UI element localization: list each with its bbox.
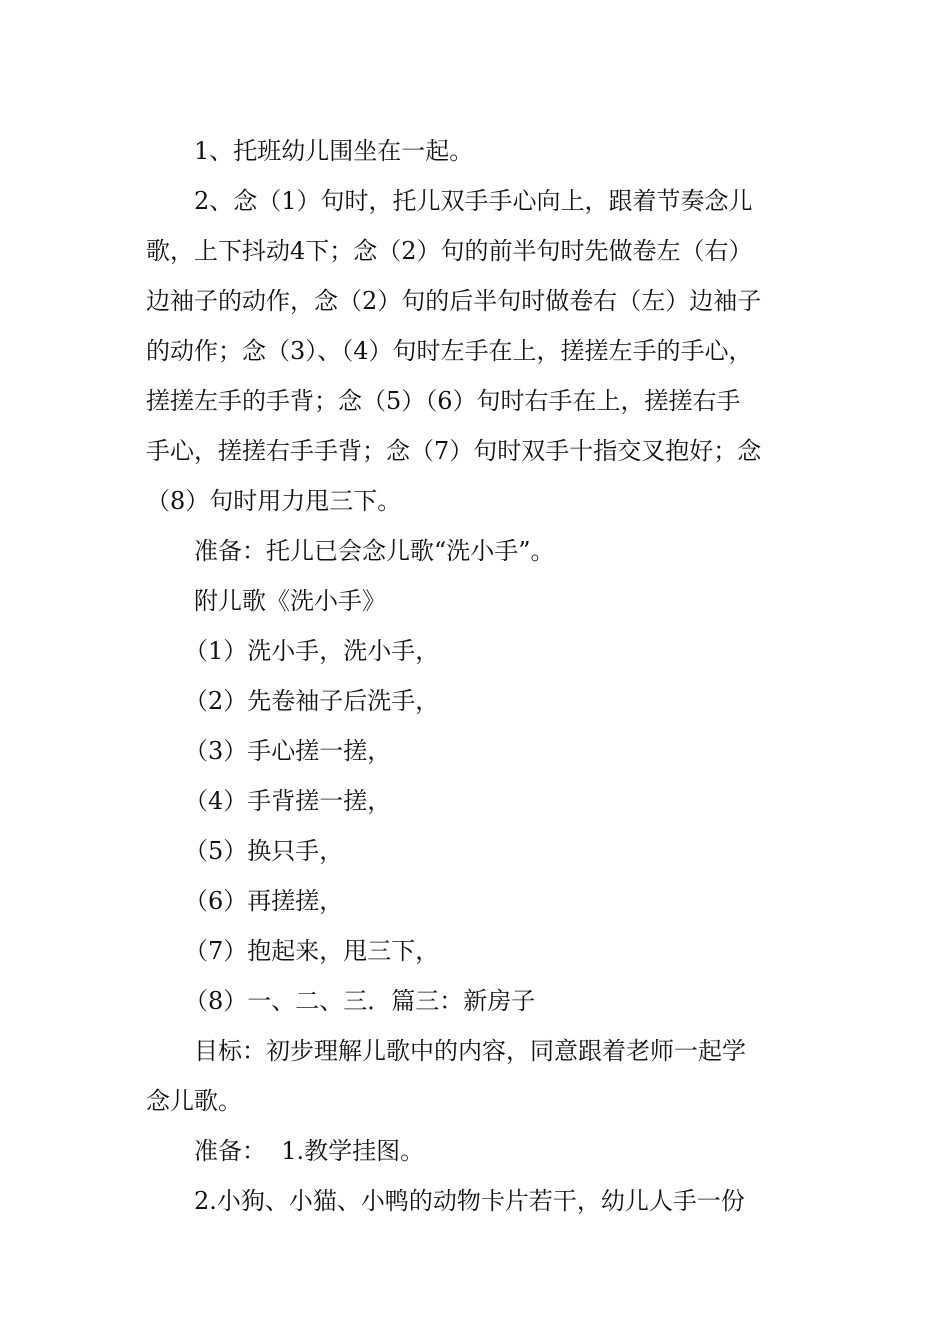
paragraph-step-2-line-7: （8）句时用力甩三下。 <box>146 487 402 515</box>
song-line-8: （8）一、二、三．篇三：新房子 <box>184 987 536 1015</box>
song-line-2: （2）先卷袖子后洗手， <box>184 687 440 715</box>
song-lines <box>146 626 816 1026</box>
paragraph-goal-line-1: 目标：初步理解儿歌中的内容，同意跟着老师一起学 <box>194 1037 746 1065</box>
paragraph-step-2-line-3: 边袖子的动作，念（2）句的后半句时做卷右（左）边袖子 <box>146 287 762 315</box>
paragraph-preparation-2: 准备： 1.教学挂图。 <box>194 1137 425 1165</box>
paragraph-step-1: 1、托班幼儿围坐在一起。 <box>194 137 474 165</box>
paragraph-step-2-line-5: 搓搓左手的手背；念（5）（6）句时右手在上，搓搓右手 <box>146 387 741 415</box>
paragraph-step-2-line-2: 歌，上下抖动4下；念（2）句的前半句时先做卷左（右） <box>146 237 753 265</box>
song-line-7: （7）抱起来，甩三下， <box>184 937 440 965</box>
paragraph-goal <box>146 1026 816 1126</box>
paragraph-step-2-line-6: 手心，搓搓右手手背；念（7）句时双手十指交叉抱好；念 <box>146 437 762 465</box>
song-line-6: （6）再搓搓， <box>184 887 344 915</box>
paragraph-preparation: 准备：托儿已会念儿歌“洗小手”。 <box>194 537 555 565</box>
song-line-4: （4）手背搓一搓， <box>184 787 392 815</box>
song-line-1: （1）洗小手，洗小手， <box>184 637 440 665</box>
paragraph-step-2-line-1: 2、念（1）句时，托儿双手手心向上，跟着节奏念儿 <box>194 187 753 215</box>
document-body <box>146 126 816 1226</box>
song-title: 附儿歌《洗小手》 <box>194 587 386 615</box>
paragraph-materials: 2.小狗、小猫、小鸭的动物卡片若干，幼儿人手一份 <box>194 1187 745 1215</box>
song-line-3: （3）手心搓一搓， <box>184 737 392 765</box>
paragraph-goal-line-2: 念儿歌。 <box>146 1087 242 1115</box>
song-line-5: （5）换只手， <box>184 837 344 865</box>
paragraph-step-2 <box>146 176 816 526</box>
paragraph-step-2-line-4: 的动作；念（3）、（4）句时左手在上，搓搓左手的手心， <box>146 337 753 365</box>
